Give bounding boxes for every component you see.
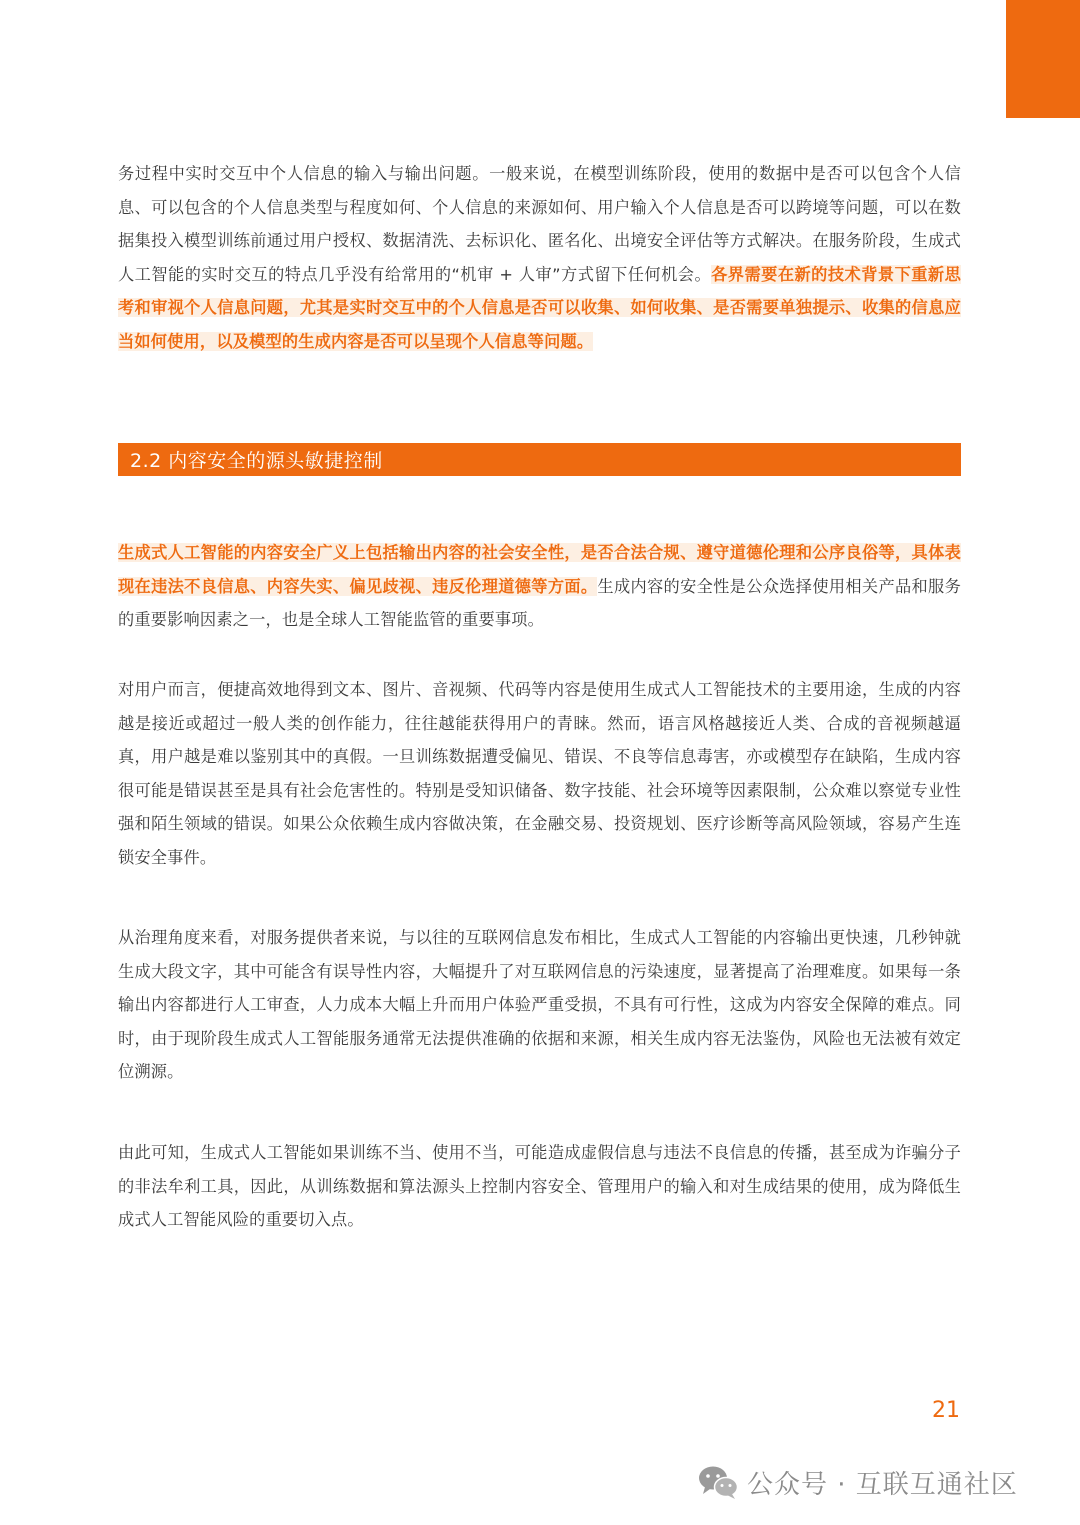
footer-text: 公众号 · 互联互通社区 — [747, 1469, 1018, 1500]
paragraph-2-text: 生成内容的安全性是公众选择使用相关产品和服务的重要影响因素之一，也是全球人工智能监管的重要事项。 — [118, 576, 961, 630]
paragraph-4: 从治理角度来看，对服务提供者来说，与以往的互联网信息发布相比，生成式人工智能的内容输出更快速，几秒钟就生成大段文字，其中可能含有误导性内容，大幅提升了对互联网信息的污染速度，显著提高了治理难度。如果每一条输出内容都进行人工审查，人力成本大幅上升而用户体验严重受损，不具有可行性，这成为内容安全保障的难点。同时，由于现阶段生成式人工智能服务通常无法提供准确的依据和来源，相关生成内容无法鉴伪，风险也无法被有效定位溯源。 — [118, 928, 961, 1082]
page-number: 21 — [932, 1398, 960, 1423]
paragraph-1 — [118, 157, 961, 359]
corner-tab — [1006, 0, 1080, 118]
section-title: 2.2 内容安全的源头敏捷控制 — [130, 450, 383, 472]
paragraph-2 — [118, 536, 961, 637]
paragraph-2-highlight: 生成式人工智能的内容安全广义上包括输出内容的社会安全性，是否合法合规、遵守道德伦理和公序良俗等，具体表现在违法不良信息、内容失实、偏见歧视、违反伦理道德等方面。 — [118, 543, 961, 596]
paragraph-1-text: 务过程中实时交互中个人信息的输入与输出问题。一般来说，在模型训练阶段，使用的数据中是否可以包含个人信息、可以包含的个人信息类型与程度如何、个人信息的来源如何、用户输入个人信息是否可以跨境等问题，可以在数据集投入模型训练前通过用户授权、数据清洗、去标识化、匿名化、出境安全评估等方式解决。在服务阶段，生成式人工智能的实时交互的特点几乎没有给常用的“机审 + 人审”方式留下任何机会。 — [118, 164, 961, 284]
paragraph-1-highlight: 各界需要在新的技术背景下重新思考和审视个人信息问题，尤其是实时交互中的个人信息是否可以收集、如何收集、是否需要单独提示、收集的信息应当如何使用，以及模型的生成内容是否可以呈现个人信息等问题。 — [118, 264, 961, 351]
section-heading-bar — [118, 443, 961, 476]
paragraph-3: 对用户而言，便捷高效地得到文本、图片、音视频、代码等内容是使用生成式人工智能技术的主要用途，生成的内容越是接近或超过一般人类的创作能力，往往越能获得用户的青睐。然而，语言风格越接近人类、合成的音视频越逼真，用户越是难以鉴别其中的真假。一旦训练数据遭受偏见、错误、不良等信息毒害，亦或模型存在缺陷，生成内容很可能是错误甚至是具有社会危害性的。特别是受知识储备、数字技能、社会环境等因素限制，公众难以察觉专业性强和陌生领域的错误。如果公众依赖生成内容做决策，在金融交易、投资规划、医疗诊断等高风险领域，容易产生连锁安全事件。 — [118, 680, 961, 867]
paragraph-5: 由此可知，生成式人工智能如果训练不当、使用不当，可能造成虚假信息与违法不良信息的传播，甚至成为诈骗分子的非法牟利工具，因此，从训练数据和算法源头上控制内容安全、管理用户的输入和对生成结果的使用，成为降低生成式人工智能风险的重要切入点。 — [118, 1143, 961, 1230]
wechat-icon — [697, 1464, 739, 1500]
footer-watermark — [697, 1462, 1018, 1502]
